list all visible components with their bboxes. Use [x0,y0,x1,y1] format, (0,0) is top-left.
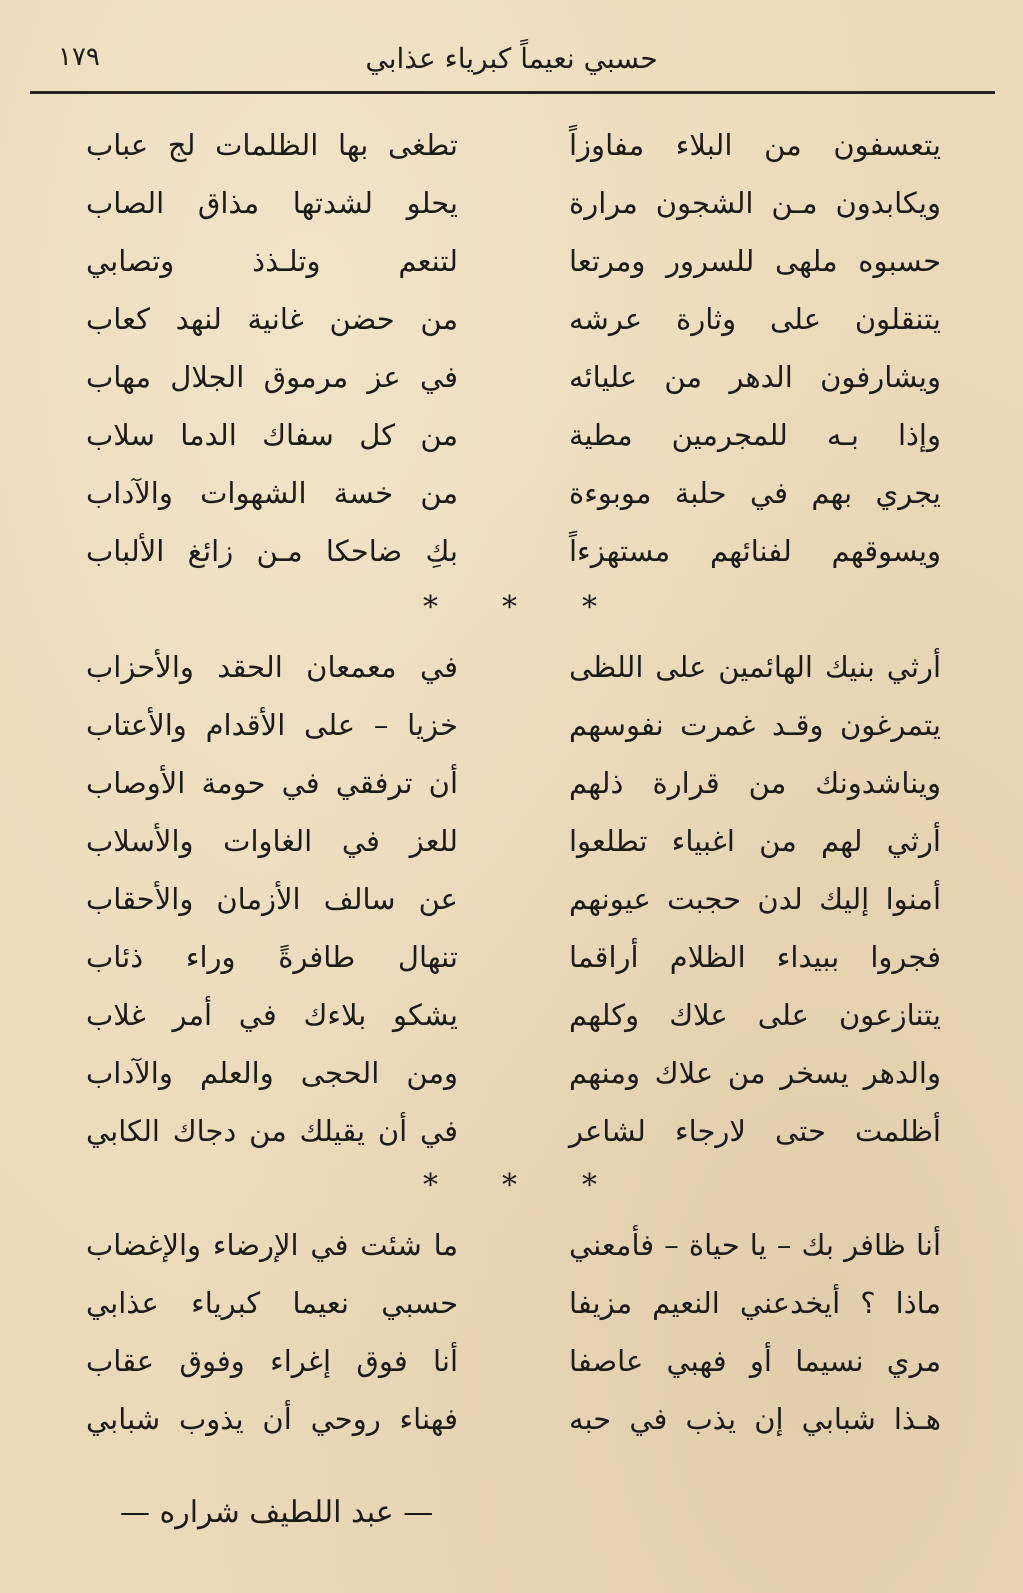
verse [0,290,1023,348]
verse-first-hemistich: أرثي لهم من اغبياء تطلعوا [569,824,941,858]
verse [0,986,1023,1044]
verse-first-hemistich: حسبوه ملهى للسرور ومرتعا [569,244,941,278]
verse-second-hemistich: من كل سفاك الدما سلاب [86,418,458,452]
verse-first-hemistich: مري نسيما أو فهبي عاصفا [569,1344,941,1378]
verse-second-hemistich: يشكو بلاءك في أمر غلاب [86,998,458,1032]
verse-first-hemistich: ويناشدونك من قرارة ذلهم [569,766,941,800]
verse-second-hemistich: عن سالف الأزمان والأحقاب [86,882,458,916]
verse-second-hemistich: تطغى بها الظلمات لج عباب [86,128,458,162]
verse-first-hemistich: هـذا شبابي إن يذب في حبه [569,1402,941,1436]
verse [0,174,1023,232]
page-number: ١٧٩ [58,42,100,72]
verse-second-hemistich: في عز مرموق الجلال مهاب [86,360,458,394]
verse-second-hemistich: من حضن غانية لنهد كعاب [86,302,458,336]
verse [0,638,1023,696]
verse [0,812,1023,870]
verse [0,1332,1023,1390]
verse-first-hemistich: والدهر يسخر من علاك ومنهم [569,1056,941,1090]
page-header [32,36,991,92]
verse [0,1216,1023,1274]
verse-second-hemistich: أن ترفقي في حومة الأوصاب [86,766,458,800]
verse-first-hemistich: وإذا بـه للمجرمين مطية [569,418,941,452]
asterisk: * [423,590,438,625]
verse-second-hemistich: ما شئت في الإرضاء والإغضاب [86,1228,458,1262]
verse-first-hemistich: يجري بهم في حلبة موبوءة [569,476,941,510]
verse-first-hemistich: ويسوقهم لفنائهم مستهزءاً [569,534,941,568]
verse [0,1044,1023,1102]
author-signature: — عبد اللطيف شراره — [120,1495,434,1530]
verse-first-hemistich: يتنازعون على علاك وكلهم [569,998,941,1032]
verse-second-hemistich: حسبي نعيما كبرياء عذابي [86,1286,458,1320]
stanza-separator [0,588,1023,628]
verse-first-hemistich: يتعسفون من البلاء مفاوزاً [569,128,941,162]
verse-first-hemistich: أرثي بنيك الهائمين على اللظى [569,650,941,684]
verse-second-hemistich: ومن الحجى والعلم والآداب [86,1056,458,1090]
asterisk: * [502,590,517,625]
verse-first-hemistich: يتنقلون على وثارة عرشه [569,302,941,336]
verse [0,1102,1023,1160]
verse [0,406,1023,464]
verse [0,522,1023,580]
verse-first-hemistich: أمنوا إليك لدن حجبت عيونهم [569,882,941,916]
running-title: حسبي نعيماً كبرياء عذابي [365,42,658,75]
verse-first-hemistich: فجروا ببيداء الظلام أراقما [569,940,941,974]
verse-first-hemistich: أنا ظافر بك – يا حياة – فأمعني [569,1228,941,1262]
verse-second-hemistich: أنا فوق إغراء وفوق عقاب [86,1344,458,1378]
asterisk: * [502,1168,517,1203]
verse [0,116,1023,174]
verse-second-hemistich: بكِ ضاحكا مـن زائغ الألباب [86,534,458,568]
asterisk: * [423,1168,438,1203]
verse-first-hemistich: يتمرغون وقـد غمرت نفوسهم [569,708,941,742]
verse-second-hemistich: من خسة الشهوات والآداب [86,476,458,510]
verse-first-hemistich: ماذا ؟ أيخدعني النعيم مزيفا [569,1286,941,1320]
verse-second-hemistich: يحلو لشدتها مذاق الصاب [86,186,458,220]
verse [0,1390,1023,1448]
asterisk: * [582,1168,597,1203]
verse-second-hemistich: للعز في الغاوات والأسلاب [86,824,458,858]
verse [0,870,1023,928]
verse-second-hemistich: تنهال طافرةً وراء ذئاب [86,940,458,974]
verse-first-hemistich: أظلمت حتى لارجاء لشاعر [569,1114,941,1148]
verse-second-hemistich: فهناء روحي أن يذوب شبابي [86,1402,458,1436]
verse [0,232,1023,290]
header-rule [30,91,995,94]
verse-second-hemistich: لتنعم وتلـذذ وتصابي [86,244,458,278]
verse [0,928,1023,986]
verse-second-hemistich: في أن يقيلك من دجاك الكابي [86,1114,458,1148]
verse [0,754,1023,812]
verse-second-hemistich: في معمعان الحقد والأحزاب [86,650,458,684]
verse-second-hemistich: خزيا – على الأقدام والأعتاب [86,708,458,742]
verse-first-hemistich: ويكابدون مـن الشجون مرارة [569,186,941,220]
stanza-separator [0,1166,1023,1206]
verse [0,348,1023,406]
verse [0,1274,1023,1332]
verse [0,464,1023,522]
verse-first-hemistich: ويشارفون الدهر من عليائه [569,360,941,394]
verse [0,696,1023,754]
asterisk: * [582,590,597,625]
